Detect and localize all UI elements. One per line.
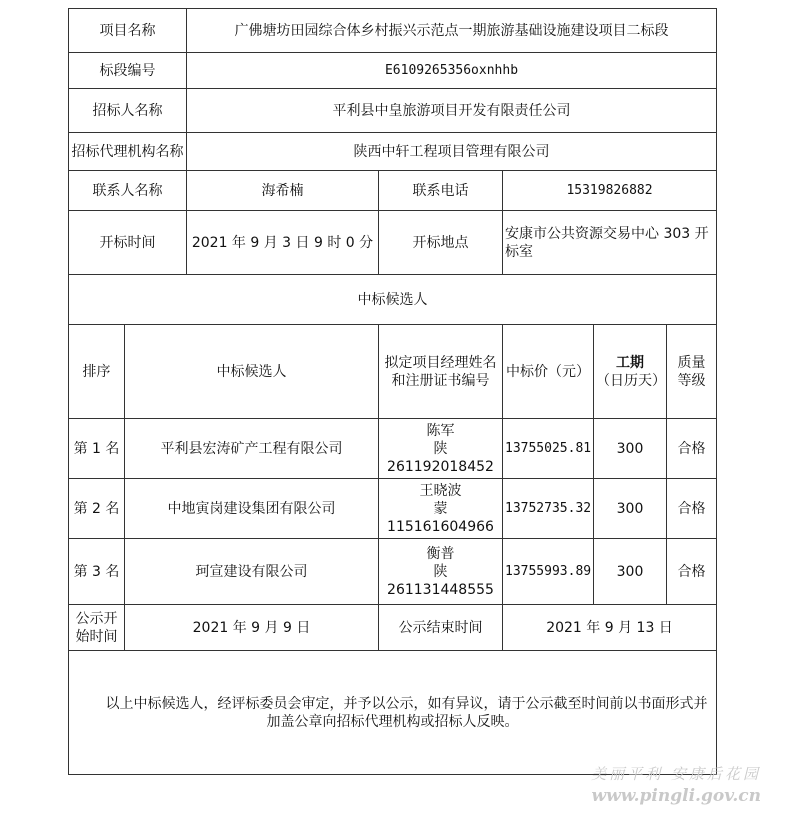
site-watermark [591, 763, 761, 807]
manager-name: 衡普 [426, 545, 455, 562]
candidate-name: 平利县宏涛矿产工程有限公司 [125, 419, 379, 479]
open-place-label: 开标地点 [379, 211, 503, 275]
candidate-quality: 合格 [667, 419, 717, 479]
contact-label: 联系人名称 [69, 171, 187, 211]
manager-name: 陈军 [426, 422, 455, 439]
publicity-start-label-line2: 始时间 [75, 628, 118, 645]
header-quality-line1: 质量 [677, 354, 706, 371]
watermark-url: www.pingli.gov.cn [591, 786, 761, 806]
manager-cert: 蒙 115161604966 [387, 500, 494, 535]
header-rank: 排序 [69, 325, 125, 419]
header-candidate-name: 中标候选人 [125, 325, 379, 419]
contact-value: 海希楠 [187, 171, 379, 211]
manager-name: 王晓波 [419, 482, 462, 499]
row-project-name [69, 9, 717, 53]
candidate-period: 300 [594, 419, 667, 479]
candidates-header-row [69, 325, 717, 419]
notice-text-cell [69, 651, 717, 775]
tenderer-label: 招标人名称 [69, 89, 187, 133]
bid-result-table [68, 8, 717, 775]
candidate-period: 300 [594, 539, 667, 605]
header-quality-line2: 等级 [677, 372, 706, 389]
watermark-slogan: 美丽平利 安康后花园 [591, 765, 761, 783]
agency-label: 招标代理机构名称 [69, 133, 187, 171]
candidate-rank: 第 1 名 [69, 419, 125, 479]
candidate-name: 珂宣建设有限公司 [125, 539, 379, 605]
notice-text: 以上中标候选人，经评标委员会审定，并予以公示，如有异议，请于公示截至时间前以书面形式并加盖公章向招标代理机构或招标人反映。 [105, 695, 708, 730]
header-price: 中标价（元） [503, 325, 594, 419]
publicity-end-label: 公示结束时间 [379, 605, 503, 651]
candidate-quality: 合格 [667, 539, 717, 605]
row-publicity [69, 605, 717, 651]
header-period-line2: （日历天） [596, 372, 666, 389]
project-name-label: 项目名称 [69, 9, 187, 53]
publicity-start-value: 2021 年 9 月 9 日 [125, 605, 379, 651]
row-agency [69, 133, 717, 171]
header-period-line1: 工期 [616, 354, 644, 371]
tenderer-value: 平利县中皇旅游项目开发有限责任公司 [187, 89, 717, 133]
section-number-label: 标段编号 [69, 53, 187, 89]
phone-label: 联系电话 [379, 171, 503, 211]
candidate-rank: 第 3 名 [69, 539, 125, 605]
candidate-name: 中地寅岗建设集团有限公司 [125, 479, 379, 539]
row-section-number [69, 53, 717, 89]
header-manager [379, 325, 503, 419]
project-name-value: 广佛塘坊田园综合体乡村振兴示范点一期旅游基础设施建设项目二标段 [187, 9, 717, 53]
row-candidates-title [69, 275, 717, 325]
header-period [594, 325, 667, 419]
publicity-end-value: 2021 年 9 月 13 日 [503, 605, 717, 651]
candidate-price: 13755993.89 [503, 539, 594, 605]
section-number-value: E6109265356oxnhhb [187, 53, 717, 89]
manager-cert: 陕 261131448555 [387, 563, 494, 598]
manager-cert: 陕 261192018452 [387, 440, 494, 475]
candidate-price: 13755025.81 [503, 419, 594, 479]
row-contact [69, 171, 717, 211]
publicity-start-label-line1: 公示开 [75, 610, 118, 627]
agency-value: 陕西中轩工程项目管理有限公司 [187, 133, 717, 171]
row-opening [69, 211, 717, 275]
phone-value: 15319826882 [503, 171, 717, 211]
header-quality [667, 325, 717, 419]
open-time-label: 开标时间 [69, 211, 187, 275]
candidates-section-title: 中标候选人 [69, 275, 717, 325]
table-row [69, 479, 717, 539]
candidate-manager [379, 419, 503, 479]
open-time-value: 2021 年 9 月 3 日 9 时 0 分 [187, 211, 379, 275]
candidate-price: 13752735.32 [503, 479, 594, 539]
candidate-manager [379, 539, 503, 605]
publicity-start-label [69, 605, 125, 651]
candidate-quality: 合格 [667, 479, 717, 539]
candidate-period: 300 [594, 479, 667, 539]
header-manager-line2: 和注册证书编号 [391, 372, 490, 389]
open-place-value: 安康市公共资源交易中心 303 开标室 [503, 211, 717, 275]
row-notice [69, 651, 717, 775]
table-row [69, 419, 717, 479]
header-manager-line1: 拟定项目经理姓名 [384, 354, 497, 371]
table-row [69, 539, 717, 605]
row-tenderer [69, 89, 717, 133]
candidate-manager [379, 479, 503, 539]
candidate-rank: 第 2 名 [69, 479, 125, 539]
